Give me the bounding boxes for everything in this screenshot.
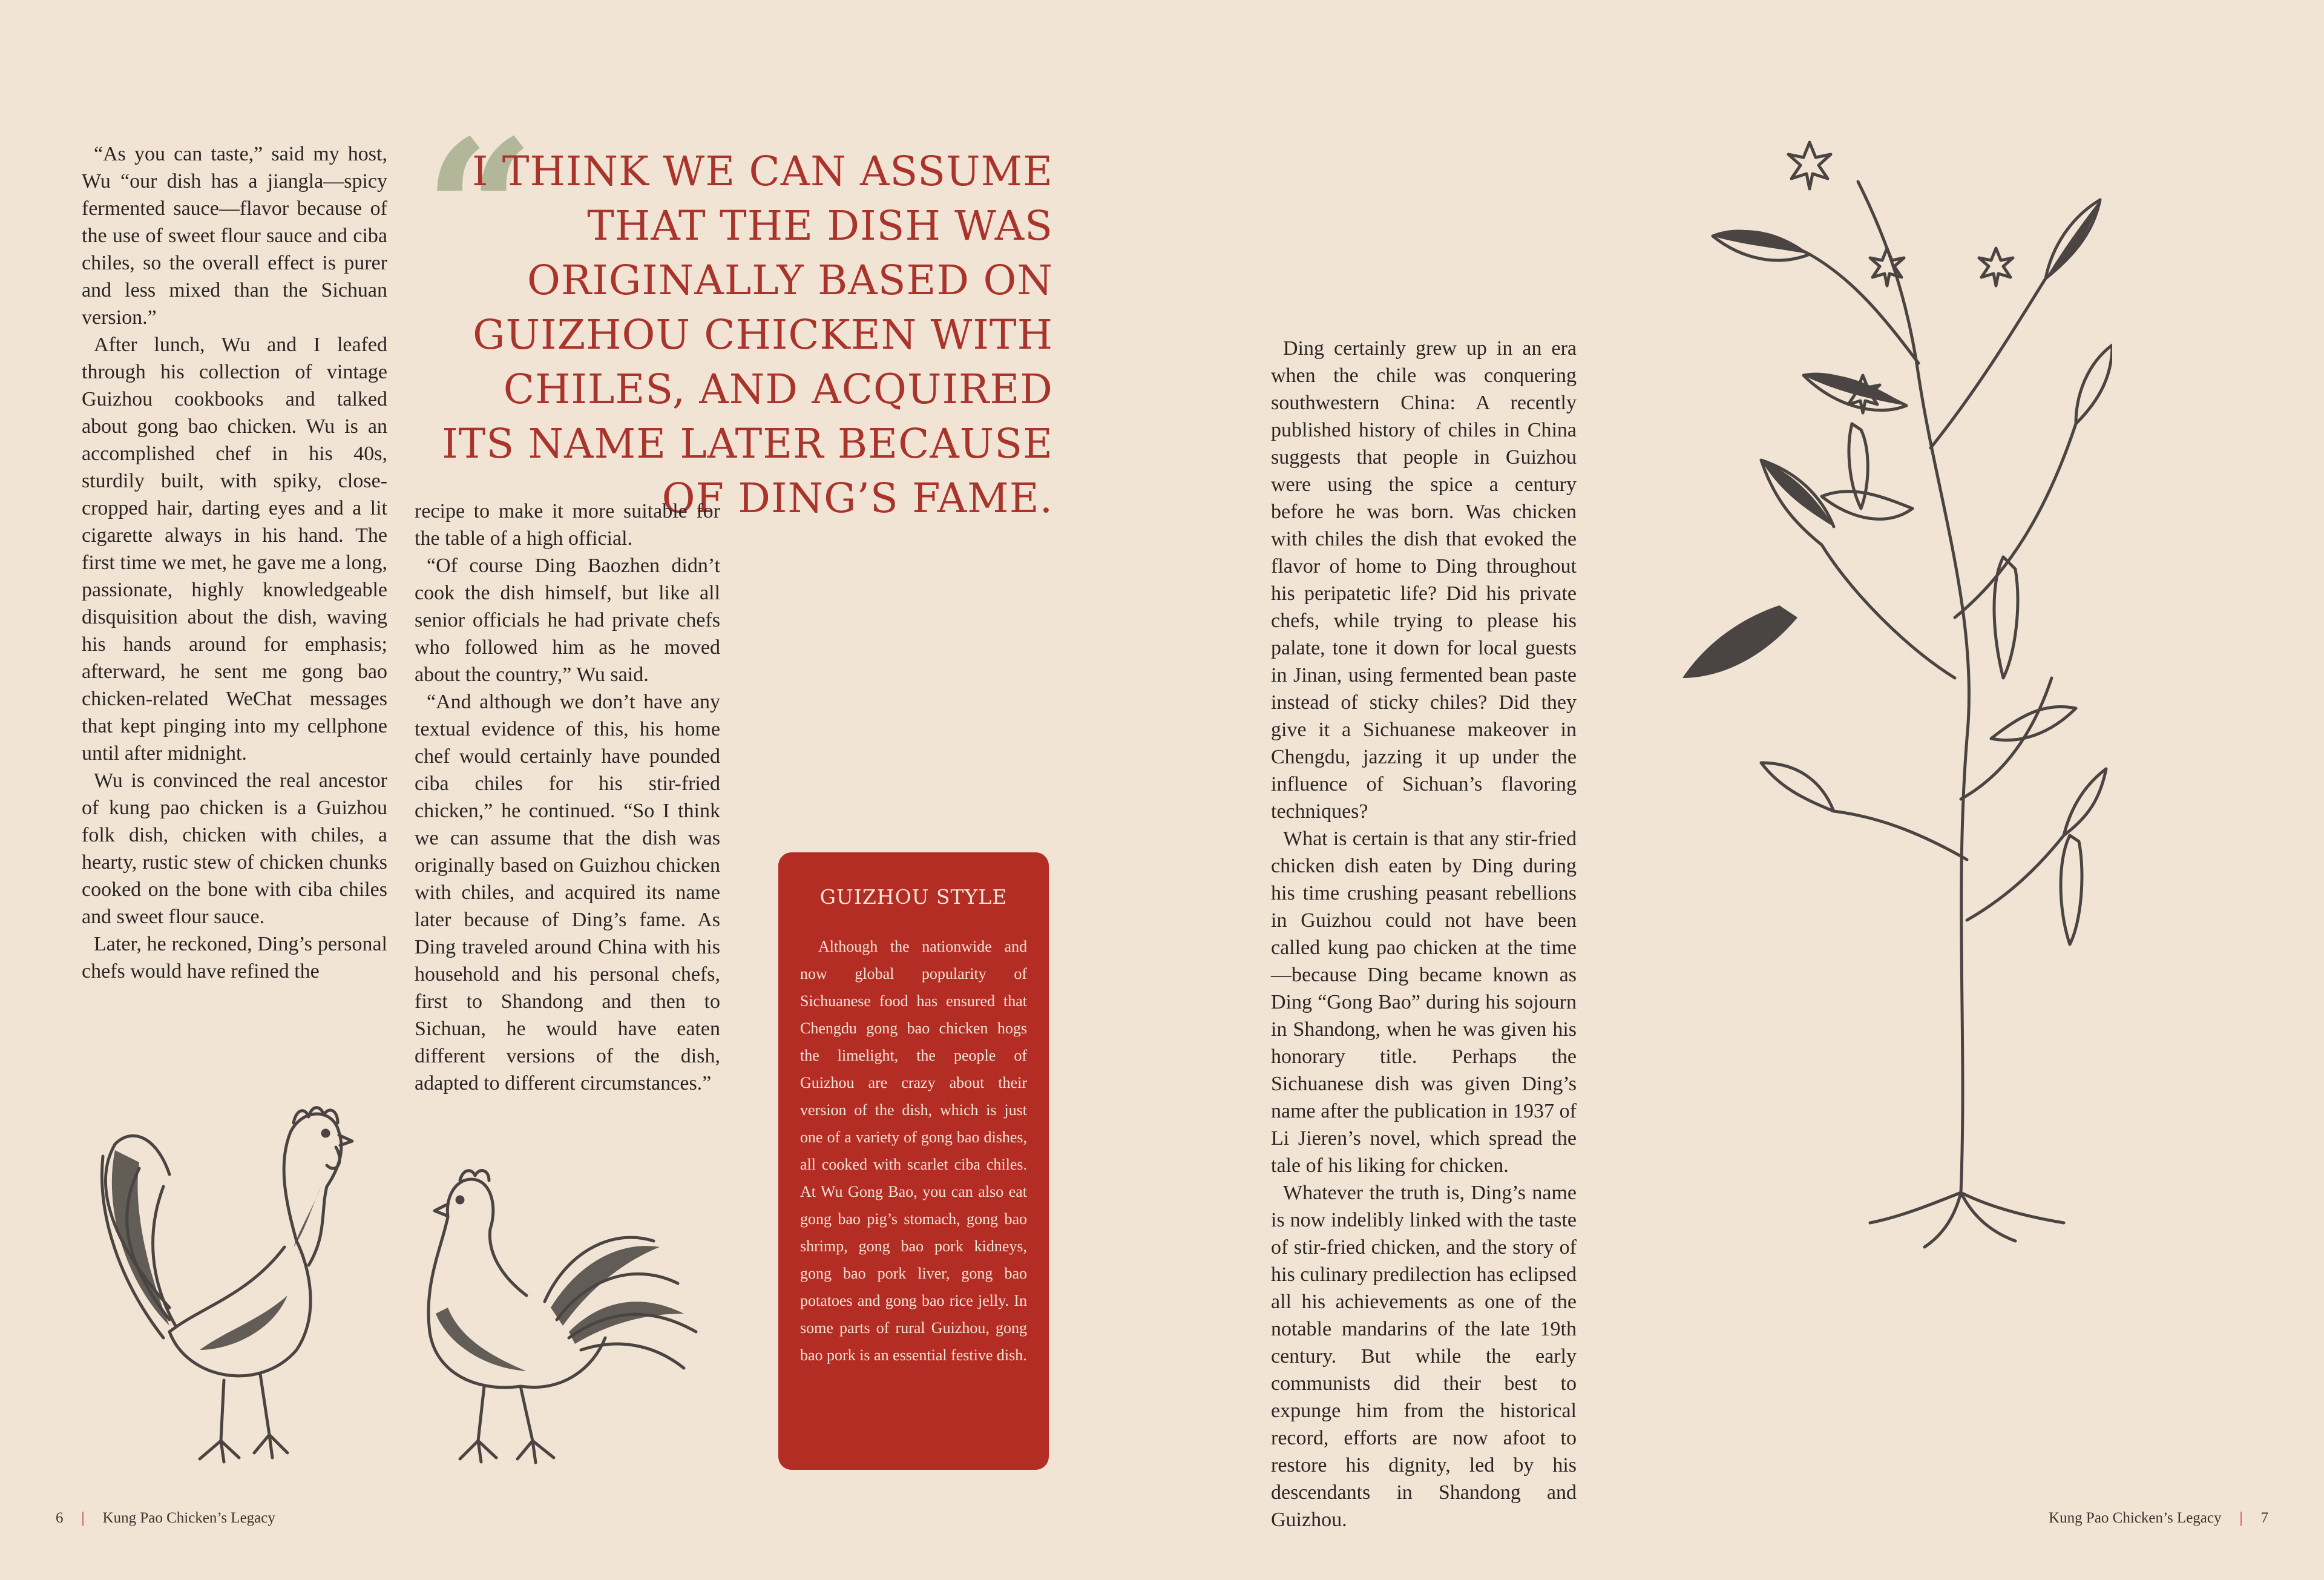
divider: | bbox=[81, 1510, 85, 1526]
paragraph: “And although we don’t have any textual evidence of this, his home chef would certainly have pounded ciba chiles for his stir-fried chicken,” he continued. “So I think we can assume that the dish was originally based on Guizhou chicken with chiles, and acquired its name later because of Ding’s fame. As Ding traveled around China with his household and his personal chefs, first to Shandong and then to Sichuan, he would have eaten different versions of the dish, adapted to different circumstances.” bbox=[415, 691, 720, 1094]
running-title: Kung Pao Chicken’s Legacy bbox=[2049, 1510, 2222, 1526]
article-column-3 bbox=[1271, 335, 1577, 1533]
paragraph: After lunch, Wu and I leafed through his collection of vintage Guizhou cookbooks and talked about gong bao chicken. Wu is an accomplished chef in his 40s, sturdily built, with spiky, close-cropped hair, darting eyes and a lit cigarette always in his hand. The first time we met, he gave me a long, passionate, highly knowledgeable disquisition about the dish, waving his hands around for emphasis; afterward, he sent me gong bao chicken-related WeChat messages that kept pinging into my cellphone until after midnight. bbox=[82, 334, 387, 765]
sidebar-title: GUIZHOU STYLE bbox=[819, 885, 1008, 909]
footer-right bbox=[2049, 1510, 2268, 1527]
chile-plant-illustration bbox=[1652, 133, 2112, 1253]
paragraph: Whatever the truth is, Ding’s name is now indelibly linked with the taste of stir-fried chicken, and the story of his culinary predilection has eclipsed all his achievements as one of the notable mandarins of the late 19th century. But while the early communists did their best to expunge him from the historical record, efforts are now afoot to restore his dignity, led by his descendants in Shandong and Guizhou. bbox=[1271, 1182, 1577, 1531]
sidebar-text: Although the nationwide and now global popularity of Sichuanese food has ensured that Chengdu gong bao chicken hogs the limelight, the people of Guizhou are crazy about their version of the dish, which is just one of a variety of gong bao dishes, all cooked with scarlet ciba chiles. At Wu Gong Bao, you can also eat gong bao pig’s stomach, gong bao shrimp, gong bao pork kidneys, gong bao pork liver, gong bao potatoes and gong bao rice jelly. In some parts of rural Guizhou, gong bao pork is an essential festive dish. bbox=[800, 938, 1027, 1364]
article-column-2 bbox=[415, 498, 720, 1097]
hen-illustration bbox=[412, 1162, 714, 1477]
paragraph: Later, he reckoned, Ding’s personal chefs would have refined the bbox=[82, 933, 387, 983]
running-title: Kung Pao Chicken’s Legacy bbox=[102, 1510, 275, 1526]
footer-left bbox=[56, 1510, 275, 1527]
paragraph: “Of course Ding Baozhen didn’t cook the dish himself, but like all senior officials he had private chefs who followed him as he moved about the country,” Wu said. bbox=[415, 555, 720, 686]
pull-quote: I THINK WE CAN ASSUME THAT THE DISH WAS ORIGINALLY BASED ON GUIZHOU CHICKEN WITH CHILES, AND ACQUIRED ITS NAME LATER BECAUSE OF DING’S FAME. bbox=[442, 148, 1053, 522]
rooster-illustration bbox=[79, 1065, 393, 1471]
paragraph: “As you can taste,” said my host, Wu “our dish has a jiangla—spicy fermented sauce—flavor because of the use of sweet flour sauce and ciba chiles, so the overall effect is purer and less mixed than the Sichuan version.” bbox=[82, 143, 387, 329]
page-number: 7 bbox=[2260, 1510, 2268, 1526]
paragraph: What is certain is that any stir-fried chicken dish eaten by Ding during his time crushing peasant rebellions in Guizhou could not have been called kung pao chicken at the time—because Ding became known as Ding “Gong Bao” during his sojourn in Shandong, when he was given his honorary title. Perhaps the Sichuanese dish was given Ding’s name after the publication in 1937 of Li Jieren’s novel, which spread the tale of his liking for chicken. bbox=[1271, 828, 1577, 1177]
paragraph: recipe to make it more suitable for the table of a high official. bbox=[415, 500, 720, 550]
sidebar-box bbox=[778, 852, 1049, 1470]
page-number: 6 bbox=[56, 1510, 64, 1526]
paragraph: Wu is convinced the real ancestor of kung pao chicken is a Guizhou folk dish, chicken with chiles, a hearty, rustic stew of chicken chunks cooked on the bone with ciba chiles and sweet flour sauce. bbox=[82, 769, 387, 928]
quote-mark-icon: “ bbox=[424, 98, 536, 325]
paragraph: Ding certainly grew up in an era when the chile was conquering southwestern China: A recently published history of chiles in China suggests that people in Guizhou were using the spice a century before he was born. Was chicken with chiles the dish that evoked the flavor of home to Ding throughout his peripatetic life? Did his private chefs, while trying to please his palate, tone it down for local guests in Jinan, using fermented bean paste instead of sticky chiles? Did they give it a Sichuanese makeover in Chengdu, jazzing it up under the influence of Sichuan’s flavoring techniques? bbox=[1271, 337, 1577, 823]
divider: | bbox=[2239, 1510, 2243, 1526]
article-column-1 bbox=[82, 140, 387, 985]
